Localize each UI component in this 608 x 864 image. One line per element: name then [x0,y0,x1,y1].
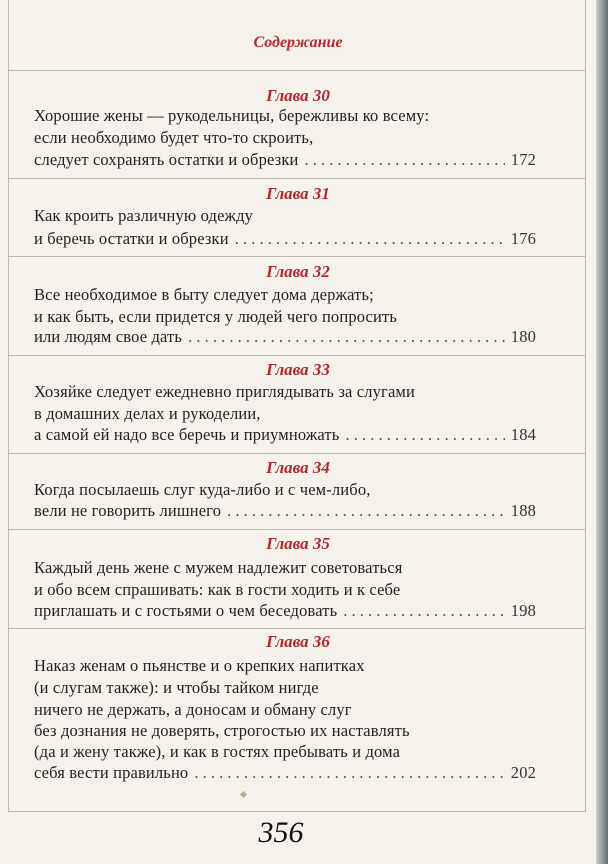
page-ref: 172 [510,150,536,169]
entry-line: приглашать и с гостьями о чем беседовать [34,601,338,620]
chapter-divider [8,355,586,356]
dot-leader [304,150,504,170]
page-ref: 198 [510,601,536,620]
dot-leader [188,327,505,347]
entry-line: ничего не держать, а доносам и обману слуг [34,700,352,719]
entry-line: Хозяйке следует ежедневно приглядывать за слугами [34,382,415,401]
page-ref: 180 [510,327,536,346]
page-header-title: Содержание [253,34,343,51]
toc-entry-last-line [34,425,536,445]
entry-line: Наказ женам о пьянстве и о крепких напитках [34,656,365,675]
entry-line: вели не говорить лишнего [34,501,222,520]
chapter-divider [8,178,586,179]
toc-entry-last-line [34,327,536,347]
dot-leader [343,601,505,621]
page-number: 356 [258,816,304,849]
entry-line: и обо всем спрашивать: как в гости ходить и к себе [34,580,401,599]
entry-line: и как быть, если придется у людей чего попросить [34,307,398,326]
dot-leader [194,763,504,783]
page-ref: 188 [510,501,536,520]
chapter-divider [8,628,586,629]
entry-line: Каждый день жене с мужем надлежит советоваться [34,558,403,577]
chapter-title: Глава 34 [266,458,330,477]
entry-line: в домашних делах и рукоделии, [34,404,261,423]
book-edge [596,0,608,864]
entry-line: Как кроить различную одежду [34,206,254,225]
chapter-title: Глава 36 [266,632,330,651]
entry-line: Все необходимое в быту следует дома держать; [34,285,374,304]
chapter-divider [8,453,586,454]
entry-line: следует сохранять остатки и обрезки [34,150,299,169]
toc-entry-last-line [34,229,536,249]
dot-leader [227,501,505,521]
dot-leader [235,229,505,249]
toc-entry-last-line [34,763,536,783]
header-divider [8,70,586,71]
entry-line: (да и жену также), и как в гостях пребывать и дома [34,742,401,761]
page-ref: 202 [510,763,536,782]
entry-line: а самой ей надо все беречь и приумножать [34,425,340,444]
entry-line: Когда посылаешь слуг куда-либо и с чем-либо, [34,480,371,499]
chapter-title: Глава 33 [266,360,330,379]
chapter-title: Глава 32 [266,262,330,281]
entry-line: без дознания не доверять, строгостью их наставлять [34,721,410,740]
chapter-divider [8,256,586,257]
footer-divider [8,811,586,812]
entry-line: или людям свое дать [34,327,183,346]
toc-entry-last-line [34,150,536,170]
entry-line: и беречь остатки и обрезки [34,229,229,248]
chapter-divider [8,529,586,530]
toc-entry-last-line [34,601,536,621]
entry-line: Хорошие жены — рукодельницы, бережливы ко всему: [34,106,430,125]
entry-line: если необходимо будет что-то скроить, [34,128,314,147]
entry-line: (и слугам также): и чтобы тайком нигде [34,678,319,697]
dot-leader [345,425,504,445]
chapter-title: Глава 31 [266,184,330,203]
page-ref: 184 [510,425,536,444]
page-ref: 176 [510,229,536,248]
entry-line: себя вести правильно [34,763,189,782]
chapter-title: Глава 35 [266,534,330,553]
toc-entry-last-line [34,501,536,521]
chapter-title: Глава 30 [266,86,330,105]
